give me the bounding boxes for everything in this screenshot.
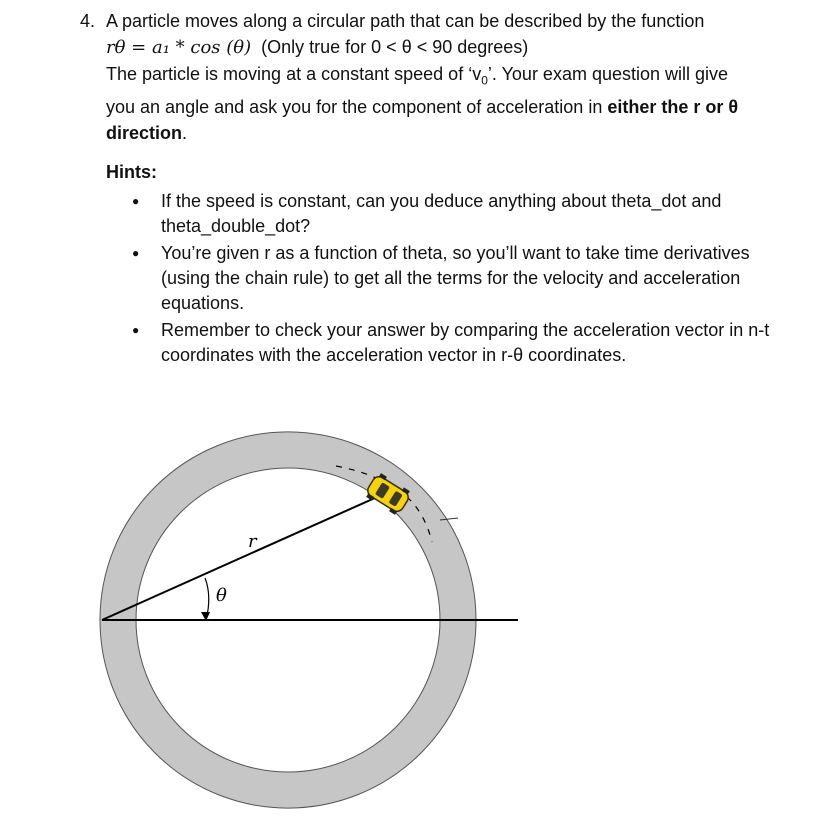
v0-subscript: 0 — [481, 73, 488, 88]
line5-post: . — [182, 122, 188, 143]
question — [80, 8, 800, 146]
question-line-5 — [106, 120, 800, 146]
hint-item: ● Remember to check your answer by comparing the acceleration vector in n-t coordinates with the acceleration vector in r-θ coordinates. — [130, 318, 800, 368]
theta-label: θ — [216, 585, 227, 606]
formula-note: (Only true for 0 < θ < 90 degrees) — [261, 37, 529, 57]
line5-bold: direction — [106, 122, 183, 143]
question-formula-line — [106, 34, 800, 61]
line3-post: ’. Your exam question will give — [487, 64, 729, 84]
line4-pre: you an angle and ask you for the component of acceleration in — [106, 96, 608, 117]
question-line-4 — [106, 94, 800, 120]
hints-list — [130, 189, 800, 370]
question-number: 4. — [80, 11, 96, 31]
question-body — [106, 8, 800, 146]
hint-item: ● If the speed is constant, can you deduce anything about theta_dot and theta_double_dot? — [130, 189, 800, 239]
radius-label: r — [248, 531, 257, 552]
question-line-1: A particle moves along a circular path that can be described by the function — [106, 11, 705, 31]
line3-pre: The particle is moving at a constant speed of ‘v — [106, 64, 482, 84]
line4-bold: either the r or θ — [607, 96, 739, 117]
hint-item: ● You’re given r as a function of theta, so you’ll want to take time derivatives (using the chain rule) to get all the terms for the velocity and acceleration equations. — [130, 241, 800, 316]
formula: rθ = a₁ * cos (θ) — [106, 37, 252, 58]
circular-path-figure — [0, 390, 833, 840]
hints-title: Hints: — [106, 162, 157, 182]
question-line-3 — [106, 61, 800, 94]
